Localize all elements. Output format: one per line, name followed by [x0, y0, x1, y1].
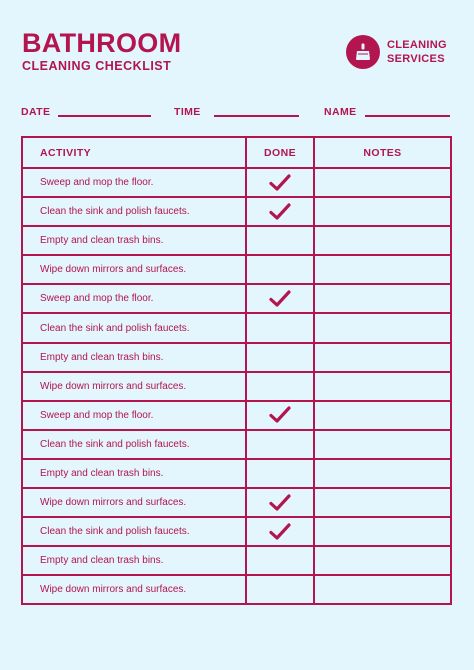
- date-label: DATE: [21, 106, 51, 118]
- column-header-done: DONE: [246, 137, 314, 168]
- page-subtitle: CLEANING CHECKLIST: [22, 59, 172, 73]
- notes-cell[interactable]: [314, 284, 451, 313]
- notes-cell[interactable]: [314, 226, 451, 255]
- notes-cell[interactable]: [314, 517, 451, 546]
- table-row: [22, 284, 451, 313]
- notes-cell[interactable]: [314, 372, 451, 401]
- done-checkbox[interactable]: [246, 226, 314, 255]
- activity-cell: Empty and clean trash bins.: [22, 459, 246, 488]
- table-row: [22, 546, 451, 575]
- done-checkbox[interactable]: [246, 284, 314, 313]
- checkmark-icon: [247, 523, 313, 541]
- page-title: BATHROOM: [22, 28, 182, 58]
- column-header-notes: NOTES: [314, 137, 451, 168]
- activity-cell: Sweep and mop the floor.: [22, 284, 246, 313]
- table-row: [22, 517, 451, 546]
- time-label: TIME: [174, 106, 201, 118]
- done-checkbox[interactable]: [246, 401, 314, 430]
- checkmark-icon: [247, 290, 313, 308]
- activity-cell: Clean the sink and polish faucets.: [22, 430, 246, 459]
- checkmark-icon: [247, 494, 313, 512]
- checkmark-icon: [247, 406, 313, 424]
- notes-cell[interactable]: [314, 459, 451, 488]
- notes-cell[interactable]: [314, 401, 451, 430]
- name-label: NAME: [324, 106, 357, 118]
- table-row: [22, 372, 451, 401]
- column-header-activity: ACTIVITY: [22, 137, 246, 168]
- table-row: [22, 459, 451, 488]
- activity-cell: Wipe down mirrors and surfaces.: [22, 575, 246, 604]
- done-checkbox[interactable]: [246, 517, 314, 546]
- done-checkbox[interactable]: [246, 197, 314, 226]
- activity-cell: Sweep and mop the floor.: [22, 168, 246, 197]
- done-checkbox[interactable]: [246, 488, 314, 517]
- brand-name: [387, 38, 447, 66]
- table-row: [22, 430, 451, 459]
- table-row: [22, 226, 451, 255]
- done-checkbox[interactable]: [246, 575, 314, 604]
- done-checkbox[interactable]: [246, 313, 314, 342]
- done-checkbox[interactable]: [246, 343, 314, 372]
- table-row: [22, 401, 451, 430]
- activity-cell: Empty and clean trash bins.: [22, 343, 246, 372]
- notes-cell[interactable]: [314, 343, 451, 372]
- done-checkbox[interactable]: [246, 459, 314, 488]
- date-field[interactable]: [58, 115, 151, 117]
- notes-cell[interactable]: [314, 197, 451, 226]
- activity-cell: Sweep and mop the floor.: [22, 401, 246, 430]
- notes-cell[interactable]: [314, 575, 451, 604]
- notes-cell[interactable]: [314, 488, 451, 517]
- notes-cell[interactable]: [314, 546, 451, 575]
- done-checkbox[interactable]: [246, 168, 314, 197]
- done-checkbox[interactable]: [246, 372, 314, 401]
- activity-cell: Clean the sink and polish faucets.: [22, 517, 246, 546]
- checklist-table: [21, 136, 452, 605]
- table-row: [22, 313, 451, 342]
- brand-line-2: SERVICES: [387, 53, 445, 65]
- table-row: [22, 168, 451, 197]
- notes-cell[interactable]: [314, 430, 451, 459]
- activity-cell: Wipe down mirrors and surfaces.: [22, 488, 246, 517]
- activity-cell: Clean the sink and polish faucets.: [22, 197, 246, 226]
- brand-logo: [346, 35, 447, 69]
- table-row: [22, 488, 451, 517]
- table-row: [22, 197, 451, 226]
- activity-cell: Wipe down mirrors and surfaces.: [22, 255, 246, 284]
- activity-cell: Clean the sink and polish faucets.: [22, 313, 246, 342]
- notes-cell[interactable]: [314, 168, 451, 197]
- notes-cell[interactable]: [314, 255, 451, 284]
- brand-line-1: CLEANING: [387, 39, 447, 51]
- checkmark-icon: [247, 203, 313, 221]
- done-checkbox[interactable]: [246, 546, 314, 575]
- table-row: [22, 343, 451, 372]
- activity-cell: Empty and clean trash bins.: [22, 546, 246, 575]
- table-row: [22, 575, 451, 604]
- table-row: [22, 255, 451, 284]
- name-field[interactable]: [365, 115, 450, 117]
- time-field[interactable]: [214, 115, 299, 117]
- table-header-row: [22, 137, 451, 168]
- activity-cell: Empty and clean trash bins.: [22, 226, 246, 255]
- notes-cell[interactable]: [314, 313, 451, 342]
- activity-cell: Wipe down mirrors and surfaces.: [22, 372, 246, 401]
- dustpan-icon: [346, 35, 380, 69]
- checkmark-icon: [247, 174, 313, 192]
- done-checkbox[interactable]: [246, 430, 314, 459]
- done-checkbox[interactable]: [246, 255, 314, 284]
